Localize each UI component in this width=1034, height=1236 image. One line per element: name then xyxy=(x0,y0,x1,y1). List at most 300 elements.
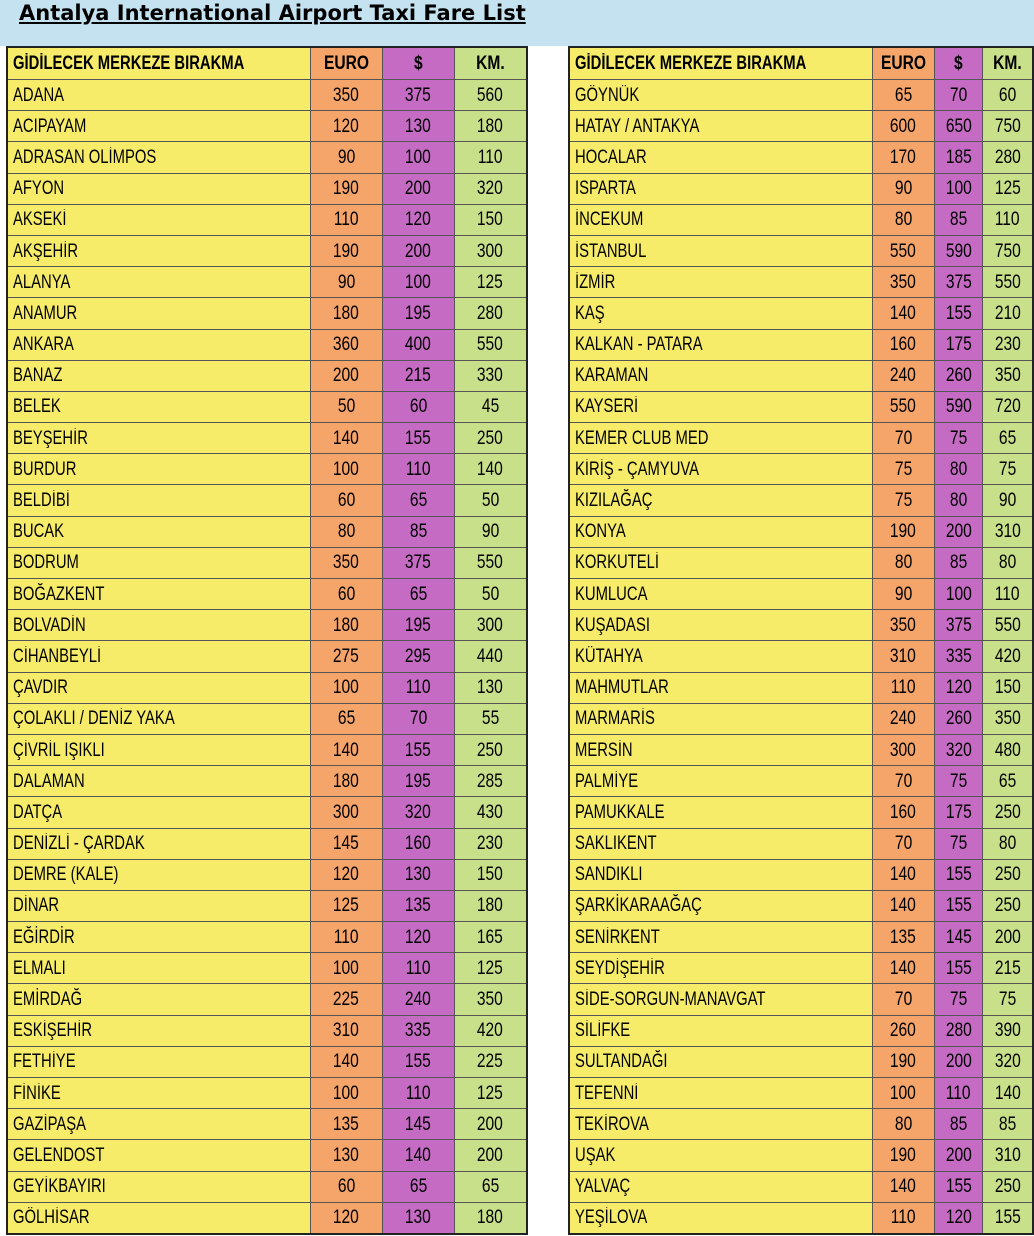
km-cell: 200 xyxy=(982,922,1033,953)
usd-cell: 320 xyxy=(934,734,982,765)
usd-cell: 335 xyxy=(382,1015,454,1046)
km-cell: 130 xyxy=(454,672,527,703)
destination-cell: ADANA xyxy=(7,80,310,111)
usd-cell: 295 xyxy=(382,641,454,672)
table-row xyxy=(7,1171,527,1202)
euro-cell: 100 xyxy=(310,953,382,984)
destination-cell: SENİRKENT xyxy=(569,922,872,953)
destination-cell: HATAY / ANTAKYA xyxy=(569,111,872,142)
km-cell: 320 xyxy=(982,1046,1033,1077)
table-row xyxy=(7,235,527,266)
usd-cell: 155 xyxy=(934,953,982,984)
destination-cell: KALKAN - PATARA xyxy=(569,329,872,360)
table-row xyxy=(569,1015,1033,1046)
km-cell: 320 xyxy=(454,173,527,204)
usd-cell: 215 xyxy=(382,360,454,391)
euro-cell: 275 xyxy=(310,641,382,672)
table-row xyxy=(7,953,527,984)
km-cell: 280 xyxy=(982,142,1033,173)
destination-cell: DALAMAN xyxy=(7,766,310,797)
table-row xyxy=(7,1046,527,1077)
destination-cell: İNCEKUM xyxy=(569,204,872,235)
table-row xyxy=(7,454,527,485)
km-cell: 110 xyxy=(454,142,527,173)
usd-cell: 200 xyxy=(382,235,454,266)
km-cell: 550 xyxy=(454,329,527,360)
table-row xyxy=(569,391,1033,422)
euro-cell: 170 xyxy=(872,142,934,173)
euro-cell: 135 xyxy=(872,922,934,953)
usd-cell: 175 xyxy=(934,797,982,828)
usd-cell: 175 xyxy=(934,329,982,360)
km-cell: 75 xyxy=(982,984,1033,1015)
km-cell: 420 xyxy=(982,641,1033,672)
km-cell: 250 xyxy=(982,859,1033,890)
destination-cell: DENİZLİ - ÇARDAK xyxy=(7,828,310,859)
fare-table-right xyxy=(568,46,1034,1235)
table-row xyxy=(569,423,1033,454)
euro-cell: 350 xyxy=(872,267,934,298)
euro-cell: 350 xyxy=(310,80,382,111)
destination-cell: BELDİBİ xyxy=(7,485,310,516)
fare-table-left-body xyxy=(7,80,527,1234)
table-row xyxy=(569,797,1033,828)
km-cell: 165 xyxy=(454,922,527,953)
km-cell: 250 xyxy=(982,1171,1033,1202)
destination-cell: YALVAÇ xyxy=(569,1171,872,1202)
km-cell: 140 xyxy=(454,454,527,485)
table-row xyxy=(7,641,527,672)
destination-cell: SİDE-SORGUN-MANAVGAT xyxy=(569,984,872,1015)
header-km: KM. xyxy=(982,47,1033,80)
euro-cell: 70 xyxy=(872,423,934,454)
usd-cell: 65 xyxy=(382,579,454,610)
destination-cell: BODRUM xyxy=(7,547,310,578)
destination-cell: MARMARİS xyxy=(569,703,872,734)
destination-cell: SULTANDAĞI xyxy=(569,1046,872,1077)
usd-cell: 110 xyxy=(934,1078,982,1109)
usd-cell: 65 xyxy=(382,485,454,516)
usd-cell: 80 xyxy=(934,485,982,516)
table-row xyxy=(7,734,527,765)
usd-cell: 130 xyxy=(382,859,454,890)
destination-cell: KİRİŞ - ÇAMYUVA xyxy=(569,454,872,485)
destination-cell: KAYSERİ xyxy=(569,391,872,422)
destination-cell: ESKİŞEHİR xyxy=(7,1015,310,1046)
table-row xyxy=(569,828,1033,859)
km-cell: 310 xyxy=(982,516,1033,547)
destination-cell: HOCALAR xyxy=(569,142,872,173)
table-row xyxy=(569,454,1033,485)
usd-cell: 375 xyxy=(934,610,982,641)
km-cell: 210 xyxy=(982,298,1033,329)
euro-cell: 160 xyxy=(872,797,934,828)
euro-cell: 60 xyxy=(310,485,382,516)
destination-cell: BEYŞEHİR xyxy=(7,423,310,454)
destination-cell: SİLİFKE xyxy=(569,1015,872,1046)
usd-cell: 120 xyxy=(382,922,454,953)
euro-cell: 75 xyxy=(872,454,934,485)
destination-cell: ÇAVDIR xyxy=(7,672,310,703)
euro-cell: 190 xyxy=(310,173,382,204)
destination-cell: DEMRE (KALE) xyxy=(7,859,310,890)
km-cell: 250 xyxy=(982,797,1033,828)
table-row xyxy=(569,890,1033,921)
table-row xyxy=(569,984,1033,1015)
usd-cell: 650 xyxy=(934,111,982,142)
euro-cell: 160 xyxy=(872,329,934,360)
euro-cell: 70 xyxy=(872,828,934,859)
table-row xyxy=(569,672,1033,703)
km-cell: 80 xyxy=(982,547,1033,578)
usd-cell: 240 xyxy=(382,984,454,1015)
destination-cell: SAKLIKENT xyxy=(569,828,872,859)
usd-cell: 130 xyxy=(382,111,454,142)
km-cell: 155 xyxy=(982,1202,1033,1234)
euro-cell: 240 xyxy=(872,360,934,391)
usd-cell: 155 xyxy=(934,1171,982,1202)
euro-cell: 125 xyxy=(310,890,382,921)
table-row xyxy=(569,360,1033,391)
table-row xyxy=(7,579,527,610)
table-row xyxy=(7,329,527,360)
table-row xyxy=(7,485,527,516)
destination-cell: KÜTAHYA xyxy=(569,641,872,672)
km-cell: 550 xyxy=(982,610,1033,641)
euro-cell: 190 xyxy=(872,1140,934,1171)
euro-cell: 140 xyxy=(872,859,934,890)
table-row xyxy=(7,111,527,142)
destination-cell: ISPARTA xyxy=(569,173,872,204)
km-cell: 390 xyxy=(982,1015,1033,1046)
destination-cell: MERSİN xyxy=(569,734,872,765)
euro-cell: 80 xyxy=(872,547,934,578)
km-cell: 180 xyxy=(454,1202,527,1234)
table-row xyxy=(7,1109,527,1140)
table-row xyxy=(569,766,1033,797)
euro-cell: 130 xyxy=(310,1140,382,1171)
table-row xyxy=(569,1171,1033,1202)
destination-cell: PAMUKKALE xyxy=(569,797,872,828)
destination-cell: ALANYA xyxy=(7,267,310,298)
km-cell: 80 xyxy=(982,828,1033,859)
table-row xyxy=(569,235,1033,266)
destination-cell: PALMİYE xyxy=(569,766,872,797)
euro-cell: 140 xyxy=(310,423,382,454)
usd-cell: 120 xyxy=(382,204,454,235)
usd-cell: 85 xyxy=(382,516,454,547)
table-row xyxy=(7,859,527,890)
km-cell: 180 xyxy=(454,111,527,142)
km-cell: 65 xyxy=(982,766,1033,797)
usd-cell: 200 xyxy=(934,1140,982,1171)
usd-cell: 100 xyxy=(382,142,454,173)
destination-cell: KAŞ xyxy=(569,298,872,329)
destination-cell: ADRASAN OLİMPOS xyxy=(7,142,310,173)
table-row xyxy=(7,516,527,547)
usd-cell: 100 xyxy=(934,173,982,204)
destination-cell: BOĞAZKENT xyxy=(7,579,310,610)
destination-cell: KARAMAN xyxy=(569,360,872,391)
table-row xyxy=(7,173,527,204)
table-row xyxy=(569,1046,1033,1077)
usd-cell: 200 xyxy=(934,1046,982,1077)
usd-cell: 200 xyxy=(382,173,454,204)
euro-cell: 60 xyxy=(310,1171,382,1202)
table-row xyxy=(569,111,1033,142)
table-row xyxy=(7,1140,527,1171)
destination-cell: GELENDOST xyxy=(7,1140,310,1171)
km-cell: 430 xyxy=(454,797,527,828)
destination-cell: TEKİROVA xyxy=(569,1109,872,1140)
euro-cell: 110 xyxy=(310,922,382,953)
km-cell: 250 xyxy=(454,423,527,454)
km-cell: 250 xyxy=(454,734,527,765)
usd-cell: 195 xyxy=(382,610,454,641)
table-row xyxy=(569,579,1033,610)
destination-cell: ŞARKİKARAAĞAÇ xyxy=(569,890,872,921)
usd-cell: 375 xyxy=(382,547,454,578)
table-header-row xyxy=(7,47,527,80)
euro-cell: 190 xyxy=(872,516,934,547)
usd-cell: 75 xyxy=(934,423,982,454)
euro-cell: 200 xyxy=(310,360,382,391)
header-euro: EURO xyxy=(872,47,934,80)
table-row xyxy=(7,142,527,173)
table-row xyxy=(7,298,527,329)
euro-cell: 60 xyxy=(310,579,382,610)
table-header-row xyxy=(569,47,1033,80)
table-row xyxy=(569,1109,1033,1140)
km-cell: 110 xyxy=(982,579,1033,610)
euro-cell: 80 xyxy=(872,204,934,235)
usd-cell: 120 xyxy=(934,672,982,703)
usd-cell: 590 xyxy=(934,391,982,422)
km-cell: 750 xyxy=(982,111,1033,142)
km-cell: 125 xyxy=(454,953,527,984)
table-row xyxy=(569,329,1033,360)
usd-cell: 120 xyxy=(934,1202,982,1234)
km-cell: 200 xyxy=(454,1140,527,1171)
usd-cell: 145 xyxy=(934,922,982,953)
usd-cell: 100 xyxy=(934,579,982,610)
usd-cell: 70 xyxy=(382,703,454,734)
usd-cell: 85 xyxy=(934,204,982,235)
usd-cell: 155 xyxy=(382,1046,454,1077)
usd-cell: 75 xyxy=(934,766,982,797)
destination-cell: KORKUTELİ xyxy=(569,547,872,578)
km-cell: 65 xyxy=(454,1171,527,1202)
destination-cell: ELMALI xyxy=(7,953,310,984)
euro-cell: 145 xyxy=(310,828,382,859)
km-cell: 85 xyxy=(982,1109,1033,1140)
header-destination: GİDİLECEK MERKEZE BIRAKMA xyxy=(569,47,872,80)
table-row xyxy=(569,641,1033,672)
euro-cell: 350 xyxy=(310,547,382,578)
euro-cell: 240 xyxy=(872,703,934,734)
destination-cell: EĞİRDİR xyxy=(7,922,310,953)
table-row xyxy=(569,267,1033,298)
euro-cell: 180 xyxy=(310,766,382,797)
usd-cell: 375 xyxy=(934,267,982,298)
table-row xyxy=(569,1078,1033,1109)
euro-cell: 50 xyxy=(310,391,382,422)
km-cell: 330 xyxy=(454,360,527,391)
table-row xyxy=(7,267,527,298)
euro-cell: 110 xyxy=(872,1202,934,1234)
usd-cell: 70 xyxy=(934,80,982,111)
euro-cell: 140 xyxy=(310,1046,382,1077)
euro-cell: 120 xyxy=(310,1202,382,1234)
table-row xyxy=(7,610,527,641)
euro-cell: 135 xyxy=(310,1109,382,1140)
usd-cell: 155 xyxy=(934,298,982,329)
km-cell: 230 xyxy=(982,329,1033,360)
table-row xyxy=(7,423,527,454)
km-cell: 350 xyxy=(982,360,1033,391)
km-cell: 50 xyxy=(454,485,527,516)
usd-cell: 60 xyxy=(382,391,454,422)
table-row xyxy=(569,298,1033,329)
euro-cell: 260 xyxy=(872,1015,934,1046)
km-cell: 480 xyxy=(982,734,1033,765)
usd-cell: 145 xyxy=(382,1109,454,1140)
destination-cell: GEYİKBAYIRI xyxy=(7,1171,310,1202)
title-bar xyxy=(0,0,1034,46)
table-row xyxy=(569,1140,1033,1171)
destination-cell: AFYON xyxy=(7,173,310,204)
km-cell: 50 xyxy=(454,579,527,610)
km-cell: 225 xyxy=(454,1046,527,1077)
km-cell: 150 xyxy=(454,859,527,890)
km-cell: 300 xyxy=(454,235,527,266)
km-cell: 440 xyxy=(454,641,527,672)
km-cell: 350 xyxy=(982,703,1033,734)
destination-cell: BURDUR xyxy=(7,454,310,485)
euro-cell: 180 xyxy=(310,298,382,329)
km-cell: 560 xyxy=(454,80,527,111)
km-cell: 215 xyxy=(982,953,1033,984)
km-cell: 550 xyxy=(454,547,527,578)
euro-cell: 110 xyxy=(310,204,382,235)
destination-cell: FETHİYE xyxy=(7,1046,310,1077)
table-row xyxy=(7,204,527,235)
table-row xyxy=(569,703,1033,734)
table-row xyxy=(569,953,1033,984)
destination-cell: TEFENNİ xyxy=(569,1078,872,1109)
usd-cell: 185 xyxy=(934,142,982,173)
euro-cell: 100 xyxy=(872,1078,934,1109)
destination-cell: KUŞADASI xyxy=(569,610,872,641)
euro-cell: 310 xyxy=(310,1015,382,1046)
table-row xyxy=(7,828,527,859)
euro-cell: 300 xyxy=(872,734,934,765)
usd-cell: 75 xyxy=(934,984,982,1015)
usd-cell: 160 xyxy=(382,828,454,859)
destination-cell: BUCAK xyxy=(7,516,310,547)
euro-cell: 140 xyxy=(872,953,934,984)
euro-cell: 120 xyxy=(310,111,382,142)
destination-cell: AKSEKİ xyxy=(7,204,310,235)
km-cell: 90 xyxy=(454,516,527,547)
table-row xyxy=(569,922,1033,953)
page-title: Antalya International Airport Taxi Fare List xyxy=(19,1,526,25)
euro-cell: 350 xyxy=(872,610,934,641)
euro-cell: 310 xyxy=(872,641,934,672)
table-row xyxy=(569,859,1033,890)
destination-cell: KEMER CLUB MED xyxy=(569,423,872,454)
destination-cell: ACIPAYAM xyxy=(7,111,310,142)
usd-cell: 110 xyxy=(382,454,454,485)
destination-cell: KUMLUCA xyxy=(569,579,872,610)
km-cell: 150 xyxy=(982,672,1033,703)
euro-cell: 550 xyxy=(872,235,934,266)
km-cell: 200 xyxy=(454,1109,527,1140)
destination-cell: SEYDİŞEHİR xyxy=(569,953,872,984)
table-row xyxy=(7,360,527,391)
destination-cell: ANAMUR xyxy=(7,298,310,329)
usd-cell: 155 xyxy=(382,423,454,454)
usd-cell: 80 xyxy=(934,454,982,485)
table-row xyxy=(569,1202,1033,1234)
km-cell: 150 xyxy=(454,204,527,235)
euro-cell: 110 xyxy=(872,672,934,703)
euro-cell: 90 xyxy=(310,267,382,298)
header-euro: EURO xyxy=(310,47,382,80)
table-row xyxy=(7,80,527,111)
destination-cell: GÖLHİSAR xyxy=(7,1202,310,1234)
table-row xyxy=(7,922,527,953)
euro-cell: 300 xyxy=(310,797,382,828)
fare-table-right-body xyxy=(569,80,1033,1234)
header-usd: $ xyxy=(934,47,982,80)
header-destination: GİDİLECEK MERKEZE BIRAKMA xyxy=(7,47,310,80)
euro-cell: 140 xyxy=(310,734,382,765)
euro-cell: 140 xyxy=(872,298,934,329)
fare-table-left xyxy=(6,46,528,1235)
usd-cell: 335 xyxy=(934,641,982,672)
usd-cell: 375 xyxy=(382,80,454,111)
km-cell: 140 xyxy=(982,1078,1033,1109)
euro-cell: 180 xyxy=(310,610,382,641)
km-cell: 230 xyxy=(454,828,527,859)
euro-cell: 75 xyxy=(872,485,934,516)
euro-cell: 90 xyxy=(872,173,934,204)
euro-cell: 140 xyxy=(872,1171,934,1202)
euro-cell: 120 xyxy=(310,859,382,890)
destination-cell: DİNAR xyxy=(7,890,310,921)
table-row xyxy=(7,1202,527,1234)
euro-cell: 190 xyxy=(310,235,382,266)
usd-cell: 195 xyxy=(382,298,454,329)
km-cell: 55 xyxy=(454,703,527,734)
euro-cell: 80 xyxy=(310,516,382,547)
usd-cell: 65 xyxy=(382,1171,454,1202)
destination-cell: ANKARA xyxy=(7,329,310,360)
km-cell: 45 xyxy=(454,391,527,422)
destination-cell: GAZİPAŞA xyxy=(7,1109,310,1140)
km-cell: 90 xyxy=(982,485,1033,516)
usd-cell: 155 xyxy=(934,859,982,890)
destination-cell: MAHMUTLAR xyxy=(569,672,872,703)
km-cell: 180 xyxy=(454,890,527,921)
euro-cell: 190 xyxy=(872,1046,934,1077)
km-cell: 60 xyxy=(982,80,1033,111)
euro-cell: 65 xyxy=(310,703,382,734)
table-row xyxy=(569,80,1033,111)
usd-cell: 85 xyxy=(934,547,982,578)
usd-cell: 320 xyxy=(382,797,454,828)
